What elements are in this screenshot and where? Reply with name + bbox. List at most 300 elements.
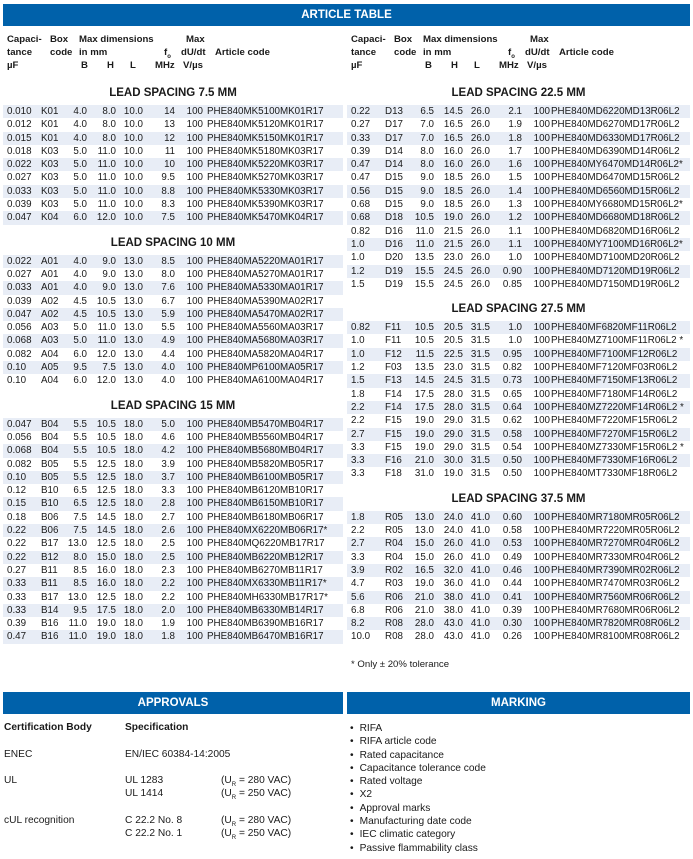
dim-b: 6.0 (73, 348, 87, 360)
dim-h: 12.0 (96, 212, 116, 224)
section-title: LEAD SPACING 15 MM (110, 399, 236, 412)
article-code: PHE840MZ7330MF15R06L2 * (551, 441, 684, 453)
capacitance: 0.82 (351, 322, 371, 334)
section-title: LEAD SPACING 22.5 MM (451, 87, 586, 99)
f0-mhz: 1.9 (161, 618, 175, 630)
max-dudt: 100 (186, 498, 203, 510)
dim-l: 26.0 (470, 145, 490, 157)
article-code: PHE840MA5270MA01R17 (207, 268, 324, 280)
dim-l: 10.0 (123, 145, 143, 157)
table-row (347, 414, 690, 427)
capacitance: 2.2 (351, 415, 365, 427)
dim-b: 5.5 (73, 418, 87, 430)
f0-mhz: 11 (164, 145, 175, 157)
max-dudt: 100 (533, 199, 550, 211)
capacitance: 5.6 (351, 591, 365, 603)
article-table-left (3, 33, 343, 644)
header-box-code: code (50, 47, 73, 58)
dim-b: 15.5 (414, 278, 434, 290)
f0-mhz: 2.0 (161, 604, 175, 616)
dim-h: 16.0 (96, 578, 116, 590)
max-dudt: 100 (533, 375, 550, 387)
f0-mhz: 0.50 (502, 455, 522, 467)
max-dudt: 100 (533, 362, 550, 374)
max-dudt: 100 (533, 631, 550, 643)
max-dudt: 100 (186, 119, 203, 131)
article-code: PHE840MB6150MB10R17 (207, 498, 324, 510)
table-row (347, 251, 690, 264)
header-capacitance: tance (351, 47, 377, 58)
dim-b: 19.0 (414, 578, 434, 590)
table-row (347, 511, 690, 524)
capacitance: 0.22 (7, 538, 27, 550)
header-vus: V/µs (527, 60, 547, 71)
table-row (3, 564, 343, 577)
dim-b: 13.0 (67, 591, 87, 603)
article-code: PHE840MR7220MR05R06L2 (551, 525, 680, 537)
capacitance: 0.22 (7, 525, 27, 537)
table-row (347, 551, 690, 564)
dim-h: 9.0 (102, 282, 116, 294)
dim-b: 21.0 (414, 455, 434, 467)
article-code: PHE840MR7680MR06R06L2 (551, 604, 680, 616)
table-row (3, 577, 343, 590)
dim-h: 24.5 (443, 375, 463, 387)
f0-mhz: 2.6 (161, 525, 175, 537)
dim-b: 5.0 (73, 159, 87, 171)
section-rows (3, 105, 343, 225)
article-code: PHE840MF7220MF15R06L2 (551, 415, 678, 427)
dim-b: 13.0 (67, 538, 87, 550)
dim-h: 19.0 (96, 618, 116, 630)
f0-mhz: 8.0 (161, 268, 175, 280)
dim-b: 16.5 (414, 564, 434, 576)
dim-l: 31.5 (470, 322, 490, 334)
box-code: R06 (385, 604, 403, 616)
header-in-mm: in mm (423, 47, 452, 58)
article-code: PHE840MR7820MR08R06L2 (551, 618, 680, 630)
dim-l: 31.5 (470, 388, 490, 400)
box-code: B04 (41, 431, 59, 443)
table-row (3, 334, 343, 347)
box-code: K01 (41, 132, 59, 144)
f0-mhz: 0.26 (502, 631, 522, 643)
capacitance: 1.8 (351, 511, 365, 523)
capacitance: 0.056 (7, 322, 32, 334)
dim-h: 9.0 (102, 268, 116, 280)
dim-b: 5.5 (73, 458, 87, 470)
max-dudt: 100 (533, 591, 550, 603)
table-row (347, 441, 690, 454)
dim-h: 11.0 (97, 335, 116, 347)
dim-l: 18.0 (123, 458, 143, 470)
f0-mhz: 0.50 (502, 468, 522, 480)
table-row (347, 374, 690, 387)
capacitance: 2.7 (351, 538, 365, 550)
capacitance: 0.022 (7, 159, 32, 171)
header-unit-uf: µF (7, 60, 19, 71)
max-dudt: 100 (533, 604, 550, 616)
dim-h: 10.5 (96, 295, 116, 307)
article-code: PHE840MD6820MD16R06L2 (551, 225, 680, 237)
header-dudt: dU/dt (181, 47, 206, 58)
box-code: R03 (385, 578, 403, 590)
f0-mhz: 0.85 (502, 278, 522, 290)
dim-h: 14.5 (96, 525, 116, 537)
header-box: Box (50, 34, 69, 45)
dim-h: 22.5 (443, 348, 463, 360)
dim-b: 14.5 (414, 375, 434, 387)
dim-b: 6.5 (73, 485, 87, 497)
header-article-code: Article code (559, 47, 614, 58)
dim-h: 11.0 (97, 159, 116, 171)
dim-b: 15.0 (414, 538, 434, 550)
header-max-dimensions: Max dimensions (423, 34, 498, 45)
dim-b: 4.5 (73, 308, 87, 320)
f0-mhz: 14 (164, 106, 175, 117)
max-dudt: 100 (186, 525, 203, 537)
f0-mhz: 6.7 (161, 295, 175, 307)
box-code: F15 (385, 441, 402, 453)
header-in-mm: in mm (79, 47, 108, 58)
f0-mhz: 5.5 (161, 322, 175, 334)
box-code: B05 (41, 471, 59, 483)
table-row (3, 171, 343, 184)
dim-b: 5.0 (73, 199, 87, 211)
dim-h: 24.0 (443, 525, 463, 537)
table-row (347, 211, 690, 224)
box-code: R04 (385, 538, 403, 550)
f0-mhz: 0.30 (502, 618, 522, 630)
dim-h: 14.5 (96, 511, 116, 523)
table-row (347, 105, 690, 118)
dim-b: 28.0 (414, 631, 434, 643)
box-code: A03 (41, 322, 59, 334)
table-row (3, 374, 343, 387)
dim-h: 10.5 (96, 445, 116, 457)
dim-h: 8.0 (102, 132, 116, 144)
max-dudt: 100 (186, 511, 203, 523)
section-title: LEAD SPACING 27.5 MM (451, 303, 586, 316)
table-row (347, 617, 690, 630)
dim-l: 18.0 (123, 631, 143, 643)
max-dudt: 100 (533, 212, 550, 224)
dim-h: 16.5 (443, 132, 463, 144)
dim-h: 16.5 (443, 119, 463, 131)
f0-mhz: 1.7 (508, 145, 522, 157)
dim-l: 41.0 (470, 511, 490, 523)
approvals-header: APPROVALS (3, 692, 343, 714)
article-code: PHE840MH6330MB17R17* (207, 591, 328, 603)
f0-mhz: 10 (164, 159, 175, 171)
box-code: D18 (385, 212, 403, 224)
dim-h: 12.5 (96, 591, 116, 603)
article-code: PHE840MA5390MA02R17 (207, 295, 324, 307)
marking-list (350, 722, 486, 855)
header-unit-uf: µF (351, 60, 363, 71)
header-capacitance: Capaci- (351, 34, 386, 45)
capacitance: 0.27 (351, 119, 371, 131)
dim-h: 18.5 (443, 172, 463, 184)
box-code: R05 (385, 511, 403, 523)
dim-h: 20.5 (443, 335, 463, 347)
dim-h: 24.5 (443, 278, 463, 290)
dim-h: 16.0 (443, 159, 463, 171)
box-code: F13 (385, 375, 402, 387)
marking-item: • Manufacturing date code (350, 815, 486, 828)
dim-b: 5.0 (73, 185, 87, 197)
table-row (347, 158, 690, 171)
table-row (347, 185, 690, 198)
box-code: K03 (41, 145, 59, 157)
dim-l: 10.0 (123, 172, 143, 184)
article-code: PHE840MF7270MF15R06L2 (551, 428, 678, 440)
table-row (3, 630, 343, 643)
spec-header: Specification (125, 722, 189, 733)
table-row (3, 524, 343, 537)
table-row (3, 604, 343, 617)
voltage: ($U_R = 280$ VAC) (221, 775, 292, 789)
box-code: K03 (41, 199, 59, 211)
table-row (347, 225, 690, 238)
dim-l: 13.0 (123, 375, 143, 387)
box-code: A01 (41, 255, 59, 267)
article-code: PHE840MD6220MD13R06L2 (551, 106, 680, 117)
f0-mhz: 3.3 (161, 485, 175, 497)
max-dudt: 100 (186, 335, 203, 347)
capacitance: 1.0 (351, 348, 365, 360)
f0-mhz: 0.46 (502, 564, 522, 576)
box-code: R08 (385, 618, 403, 630)
box-code: D15 (385, 172, 403, 184)
header-article-code: Article code (215, 47, 270, 58)
dim-l: 26.0 (470, 119, 490, 131)
dim-h: 38.0 (443, 604, 463, 616)
box-code: D19 (385, 278, 403, 290)
dim-h: 32.0 (443, 564, 463, 576)
f0-mhz: 7.6 (161, 282, 175, 294)
spec: UL 1283 (125, 775, 164, 786)
header-mhz: MHz (155, 60, 175, 71)
box-code: D17 (385, 119, 403, 131)
dim-b: 15.5 (414, 265, 434, 277)
max-dudt: 100 (533, 618, 550, 630)
f0-mhz: 12 (164, 132, 175, 144)
article-code: PHE840MZ7220MF14R06L2 * (551, 401, 684, 413)
capacitance: 3.3 (351, 551, 365, 563)
dim-h: 8.0 (102, 119, 116, 131)
article-code: PHE840MX6330MB11R17* (207, 578, 327, 590)
dim-b: 5.0 (73, 335, 87, 347)
box-code: D14 (385, 159, 403, 171)
table-row (3, 118, 343, 131)
dim-h: 29.0 (443, 441, 463, 453)
header-l: L (474, 60, 480, 71)
dim-h: 11.0 (97, 199, 116, 211)
box-code: F15 (385, 415, 402, 427)
dim-h: 12.0 (96, 375, 116, 387)
capacitance: 2.7 (351, 428, 365, 440)
box-code: D14 (385, 145, 403, 157)
dim-b: 5.5 (73, 445, 87, 457)
article-code: PHE840MF7330MF16R06L2 (551, 455, 678, 467)
capacitance: 0.47 (351, 172, 371, 184)
dim-h: 12.5 (96, 471, 116, 483)
dim-h: 12.0 (96, 348, 116, 360)
dim-l: 41.0 (470, 564, 490, 576)
header-f0 (164, 46, 171, 64)
capacitance: 0.68 (351, 199, 371, 211)
dim-b: 10.5 (414, 212, 434, 224)
dim-h: 14.5 (443, 106, 463, 117)
max-dudt: 100 (186, 295, 203, 307)
section-rows (3, 418, 343, 644)
max-dudt: 100 (186, 106, 203, 117)
dim-l: 41.0 (470, 631, 490, 643)
box-code: B10 (41, 485, 59, 497)
box-code: K04 (41, 212, 59, 224)
capacitance: 1.0 (351, 252, 365, 264)
header-b: B (425, 60, 432, 71)
dim-l: 18.0 (123, 591, 143, 603)
max-dudt: 100 (533, 441, 550, 453)
capacitance: 0.082 (7, 348, 32, 360)
dim-l: 41.0 (470, 591, 490, 603)
max-dudt: 100 (186, 308, 203, 320)
dim-h: 19.0 (443, 212, 463, 224)
article-code: PHE840MF7100MF12R06L2 (551, 348, 678, 360)
max-dudt: 100 (186, 159, 203, 171)
f0-mhz: 2.7 (161, 511, 175, 523)
dim-l: 26.0 (470, 132, 490, 144)
cert-body-header: Certification Body (4, 722, 92, 733)
table-row (347, 361, 690, 374)
table-row (3, 617, 343, 630)
box-code: B04 (41, 418, 59, 430)
spec: UL 1414 (125, 788, 164, 799)
capacitance: 0.10 (7, 471, 27, 483)
article-code: PHE840MD6680MD18R06L2 (551, 212, 680, 224)
table-row (347, 348, 690, 361)
capacitance: 0.68 (351, 212, 371, 224)
max-dudt: 100 (533, 106, 550, 117)
capacitance: 1.0 (351, 335, 365, 347)
table-row (347, 524, 690, 537)
capacitance: 0.18 (7, 511, 27, 523)
dim-b: 4.0 (73, 119, 87, 131)
dim-l: 10.0 (123, 185, 143, 197)
box-code: D13 (385, 106, 403, 117)
capacitance: 3.9 (351, 564, 365, 576)
f0-mhz: 2.5 (161, 538, 175, 550)
table-row (347, 467, 690, 480)
dim-b: 5.0 (73, 322, 87, 334)
dim-b: 9.0 (420, 172, 434, 184)
dim-b: 31.0 (414, 468, 434, 480)
box-code: B16 (41, 618, 59, 630)
article-code: PHE840MZ7100MF11R06L2 * (551, 335, 684, 347)
capacitance: 0.068 (7, 445, 32, 457)
marking-item: • Passive flammability class (350, 842, 486, 855)
section-rows (3, 255, 343, 388)
capacitance: 0.039 (7, 295, 32, 307)
dim-b: 6.5 (73, 498, 87, 510)
f0-mhz: 0.54 (502, 441, 522, 453)
max-dudt: 100 (533, 119, 550, 131)
dim-h: 19.0 (96, 631, 116, 643)
dim-l: 18.0 (123, 604, 143, 616)
dim-l: 13.0 (123, 362, 143, 374)
dim-l: 10.0 (123, 212, 143, 224)
box-code: A01 (41, 282, 59, 294)
dim-l: 31.5 (470, 401, 490, 413)
dim-h: 29.0 (443, 428, 463, 440)
max-dudt: 100 (186, 348, 203, 360)
column-headers (347, 33, 690, 75)
max-dudt: 100 (186, 132, 203, 144)
article-code: PHE840MB6220MB12R17 (207, 551, 324, 563)
max-dudt: 100 (186, 471, 203, 483)
f0-mhz: 1.1 (508, 238, 522, 250)
box-code: F14 (385, 388, 402, 400)
marking-item: • Rated capacitance (350, 749, 486, 762)
article-code: PHE840MB6270MB11R17 (207, 564, 323, 576)
box-code: B04 (41, 445, 59, 457)
dim-l: 26.0 (470, 212, 490, 224)
box-code: D16 (385, 225, 403, 237)
f0-mhz: 13 (164, 119, 175, 131)
table-row (3, 511, 343, 524)
box-code: F11 (385, 335, 402, 347)
dim-h: 26.0 (443, 551, 463, 563)
dim-l: 41.0 (470, 578, 490, 590)
dim-l: 41.0 (470, 551, 490, 563)
dim-l: 18.0 (123, 498, 143, 510)
dim-h: 18.5 (443, 185, 463, 197)
header-f-sub: o (511, 53, 515, 60)
dim-b: 9.0 (420, 185, 434, 197)
table-row (3, 348, 343, 361)
capacitance: 3.3 (351, 468, 365, 480)
dim-h: 10.5 (96, 431, 116, 443)
dim-h: 36.0 (443, 578, 463, 590)
capacitance: 10.0 (351, 631, 371, 643)
article-code: PHE840MD7120MD19R06L2 (551, 265, 680, 277)
max-dudt: 100 (186, 322, 203, 334)
table-row (347, 454, 690, 467)
dim-b: 6.5 (420, 106, 434, 117)
table-row (3, 211, 343, 224)
dim-l: 18.0 (123, 471, 143, 483)
f0-mhz: 0.44 (502, 578, 522, 590)
f0-mhz: 2.1 (508, 106, 522, 117)
voltage: ($U_R = 250$ VAC) (221, 828, 292, 842)
max-dudt: 100 (533, 538, 550, 550)
table-row (347, 577, 690, 590)
dim-b: 9.5 (73, 604, 87, 616)
dim-b: 8.0 (420, 159, 434, 171)
article-code: PHE840MY7100MD16R06L2* (551, 238, 683, 250)
f0-mhz: 0.64 (502, 401, 522, 413)
max-dudt: 100 (533, 252, 550, 264)
section-rows (347, 105, 690, 291)
table-row (3, 185, 343, 198)
article-code: PHE840MD7150MD19R06L2 (551, 278, 680, 290)
article-table-right (347, 33, 690, 644)
capacitance: 0.22 (351, 106, 371, 117)
capacitance: 1.5 (351, 278, 365, 290)
article-code: PHE840MA5220MA01R17 (207, 255, 324, 267)
